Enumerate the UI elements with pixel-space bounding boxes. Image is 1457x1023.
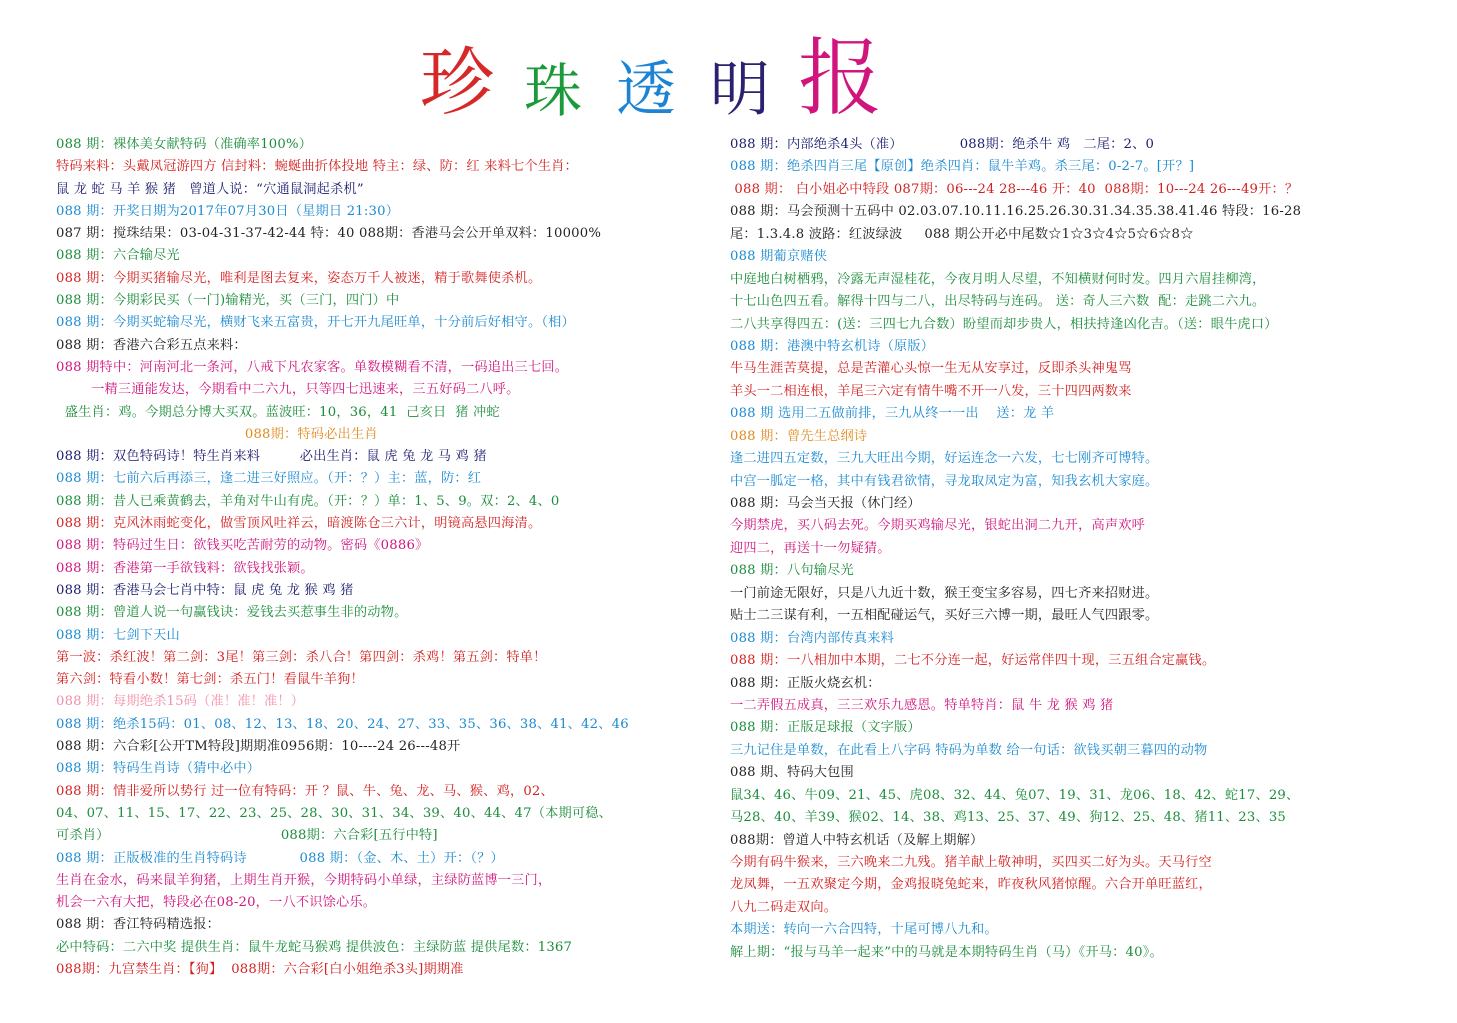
text-line: 生肖在金水，码来鼠羊狗猪，上期生肖开猴，今期特码小单绿，主绿防蓝博一三门， <box>56 872 552 888</box>
text-line: 鼠 龙 蛇 马 羊 猴 猪 曾道人说：“穴通鼠洞起杀机” <box>56 181 364 197</box>
text-line: 今期有码牛猴来，三六晚来二九残。猪羊献上敬神明，买四买二好为头。天马行空 <box>730 855 1212 870</box>
title-char: 透 <box>616 55 676 125</box>
text-line: 088 期：今期买蛇输尽光，横财飞来五富贵，开七开九尾旺单，十分前后好相守。（相） <box>56 315 575 331</box>
text-line: 088 期：今期彩民买（一门)输精光，买（三门，四门）中 <box>56 293 400 309</box>
text-line: 一门前途无限好，只是八九近十数，猴王变宝多容易，四七齐来招财进。 <box>730 585 1159 601</box>
text-line: 088 期：香港马会七肖中特：鼠 虎 兔 龙 猴 鸡 猪 <box>56 582 354 598</box>
left-column <box>56 134 716 981</box>
text-line: 088 期：情非爱所以势行 过一位有特码：开 ？鼠、牛、兔、龙、马、猴、鸡，02、 <box>56 783 554 799</box>
text-line: 第一波：杀红波！第二剑：3尾！第三剑：杀八合！第四剑：杀鸡！第五剑：特单！ <box>56 649 547 665</box>
text-line: 088 期：裸体美女献特码（准确率100%） <box>56 137 313 152</box>
text-line: 必中特码：二六中奖 提供生肖：鼠牛龙蛇马猴鸡 提供波色：主绿防蓝 提供尾数：1367 <box>56 939 573 955</box>
text-line: 尾：1.3.4.8 波路：红波绿波 088 期公开必中尾数☆1☆3☆4☆5☆6☆8☆ <box>730 226 1194 242</box>
text-line: 可杀肖） 088期：六合彩[五行中特] <box>56 828 438 844</box>
text-line: 088 期：六合输尽光 <box>56 248 180 264</box>
text-line: 第六剑：特看小数！第七剑：杀五门！看鼠牛羊狗！ <box>56 672 364 688</box>
text-line: 088 期：曾先生总纲诗 <box>730 428 868 444</box>
text-line: 今期禁虎，买八码去死。今期买鸡输尽光，银蛇出洞二九开，高声欢呼 <box>730 518 1146 534</box>
text-line: 088 期葡京赌侠 <box>730 249 828 265</box>
title-char: 珍 <box>420 40 494 126</box>
text-line: 088 期：八句输尽光 <box>730 563 854 579</box>
text-line: 088 期：香港第一手欲钱料：欲钱找张颖。 <box>56 560 314 576</box>
text-line: 088 期：马会预测十五码中 02.03.07.10.11.16.25.26.30.31.34.35.38.41.46 特段：16-28 <box>730 204 1302 220</box>
text-line: 十七山色四五看。解得十四与二八，出尽特码与连码。 送：奇人三六数 配：走跳二六九。 <box>730 294 1266 310</box>
text-line: 解上期：“报与马羊一起来”中的马就是本期特码生肖（马）《开马：40》。 <box>730 944 1163 960</box>
text-line: 088 期：香港六合彩五点来料： <box>56 337 247 353</box>
text-line: 机会一六有大把，特段必在08-20，一八不识馀心乐。 <box>56 895 377 911</box>
text-line: 088 期：绝杀15码：01、08、12、13、18、20、24、27、33、35、36、38、41、42、46 <box>56 716 629 732</box>
text-line: 088 期：七前六后再添三，逢二进三好照应。（开：？）主：蓝，防：红 <box>56 471 482 487</box>
text-line: 087 期：搅珠结果：03-04-31-37-42-44 特：40 088期：香港马会公开单双料：10000% <box>56 226 602 242</box>
text-line: 特码来料：头戴凤冠游四方 信封料：蜿蜒曲折体投地 特主：绿、防：红 来料七个生肖： <box>56 159 578 175</box>
text-line: 迎四二，再送十一勿疑猜。 <box>730 540 891 556</box>
text-line: 八九二码走双向。 <box>730 899 838 915</box>
text-line: 088期：九宫禁生肖：【狗】 088期：六合彩[白小姐绝杀3头]期期准 <box>56 961 464 977</box>
text-line: 088 期：香江特码精选报： <box>56 917 221 933</box>
text-line: 一精三通能发达，今期看中二六九，只等四七迅速来，三五好码二八呼。 <box>56 382 520 398</box>
page-title <box>420 29 900 127</box>
text-line: 088 期：七剑下天山 <box>56 627 180 643</box>
text-line: 088 期特中：河南河北一条河，八戒下凡农家客。单数模糊看不清，一码追出三七回。 <box>56 359 569 375</box>
text-line: 088 期：绝杀四肖三尾【原创】绝杀四肖：鼠牛羊鸡。杀三尾：0-2-7。[开？] <box>730 159 1195 175</box>
text-line: 龙凤舞，一五欢聚定今期，金鸡报晓兔蛇来，昨夜秋风猪惊醒。六合开单旺蓝红， <box>730 877 1212 893</box>
text-line: 088 期 选用二五做前排，三九从终一一出 送：龙 羊 <box>730 406 1055 422</box>
text-line: 牛马生涯苦莫提，总是苦灌心头惊一生无从安享过，反即杀头神鬼骂 <box>730 361 1132 377</box>
text-line: 088 期： 白小姐必中特段 087期：06---24 28---46 开：40 088期：10---24 26---49开：？ <box>730 181 1299 197</box>
text-line: 088 期：特码生肖诗（猜中必中） <box>56 761 261 777</box>
text-line: 羊头一二相连根，羊尾三六定有情牛嘴不开一八发，三十四四两数来 <box>730 383 1132 399</box>
text-line: 088 期：每期绝杀15码（准！准！准！） <box>56 694 305 710</box>
text-line: 088 期：正版火烧玄机： <box>730 675 881 691</box>
text-line: 088 期：正版足球报（文字版） <box>730 720 921 736</box>
title-char: 珠 <box>524 57 583 125</box>
text-line: 088 期、特码大包围 <box>730 765 854 781</box>
text-line: 088 期：内部绝杀4头（准） 088期：绝杀牛 鸡 二尾：2、0 <box>730 137 1155 152</box>
text-line: 鼠34、46、牛09、21、45、虎08、32、44、兔07、19、31、龙06、18、42、蛇17、29、 <box>730 787 1300 803</box>
text-line: 逢二进四五定数，三九大旺出今期，好运连念一六发，七七刚齐可博特。 <box>730 451 1159 467</box>
text-line: 088期：曾道人中特玄机话（及解上期解） <box>730 832 984 848</box>
text-line: 088 期：特码过生日：欲钱买吃苦耐劳的动物。密码《0886》 <box>56 538 429 554</box>
text-line: 马28、40、羊39、猴02、14、38、鸡13、25、37、49、狗12、25、48、猪11、23、35 <box>730 810 1287 826</box>
text-line: 088 期：开奖日期为2017年07月30日（星期日 21:30） <box>56 203 400 219</box>
text-line: 三九记住是单数，在此看上八字码 特码为单数 给一句话：欲钱买朝三暮四的动物 <box>730 742 1208 758</box>
text-line: 088期：特码必出生肖 <box>56 426 378 442</box>
text-line: 088 期：六合彩[公开TM特段]期期准0956期：10----24 26---48开 <box>56 739 461 755</box>
title-char: 报 <box>798 29 883 127</box>
text-line: 中庭地白树栖鸦，冷露无声湿桂花，今夜月明人尽望，不知横财何时发。四月六眉挂柳湾， <box>730 271 1266 287</box>
text-line: 088 期：双色特码诗！特生肖来料 必出生肖：鼠 虎 兔 龙 马 鸡 猪 <box>56 449 487 465</box>
text-line: 贴士二三谋有利，一五相配碰运气，买好三六博一期，最旺人气四跟零。 <box>730 608 1159 624</box>
text-line: 本期送：转向一六合四特，十尾可博八九和。 <box>730 922 998 938</box>
text-line: 088 期：昔人已乘黄鹤去，羊角对牛山有虎。（开：？）单：1、5、9。双：2、4、0 <box>56 493 560 509</box>
text-line: 088 期：正版极准的生肖特码诗 088 期：（金、木、土）开：（？） <box>56 850 504 866</box>
text-line: 088 期：港澳中特玄机诗（原版） <box>730 338 935 354</box>
text-line: 088 期：马会当天报（休门经） <box>730 496 921 511</box>
text-line: 088 期：今期买猪输尽光，唯利是图去复来，姿态万千人被迷，精于歌舞使杀机。 <box>56 270 542 286</box>
title-char: 明 <box>710 55 770 125</box>
text-line: 088 期：曾道人说一句赢钱诀：爱钱去买惹事生非的动物。 <box>56 605 408 621</box>
text-line: 盛生肖：鸡。今期总分博大买双。蓝波旺：10，36，41 己亥日 猪 冲蛇 <box>56 404 500 420</box>
text-line: 04、07、11、15、17、22、23、25、28、30、31、34、39、40、44、47（本期可稳、 <box>56 805 613 821</box>
text-line: 088 期：台湾内部传真来料 <box>730 630 895 646</box>
right-column <box>730 134 1435 964</box>
text-line: 二八共享得四五：(送：三四七九合数）盼望而却步贵人，相扶持逢凶化吉。（送：眼牛虎口） <box>730 316 1278 332</box>
text-line: 088 期：一八相加中本期，二七不分连一起，好运常伴四十现，三五组合定赢钱。 <box>730 653 1216 669</box>
text-line: 中宫一胍定一格，其中有钱君欲情，寻龙取凤定为富，知我玄机大家庭。 <box>730 473 1159 489</box>
text-line: 一二弄假五成真，三三欢乐九感恩。特单特肖：鼠 牛 龙 猴 鸡 猪 <box>730 697 1114 713</box>
text-line: 088 期：克风沐雨蛇变化，做雪顶风吐祥云，暗渡陈仓三六计，明镜高悬四海清。 <box>56 516 542 532</box>
